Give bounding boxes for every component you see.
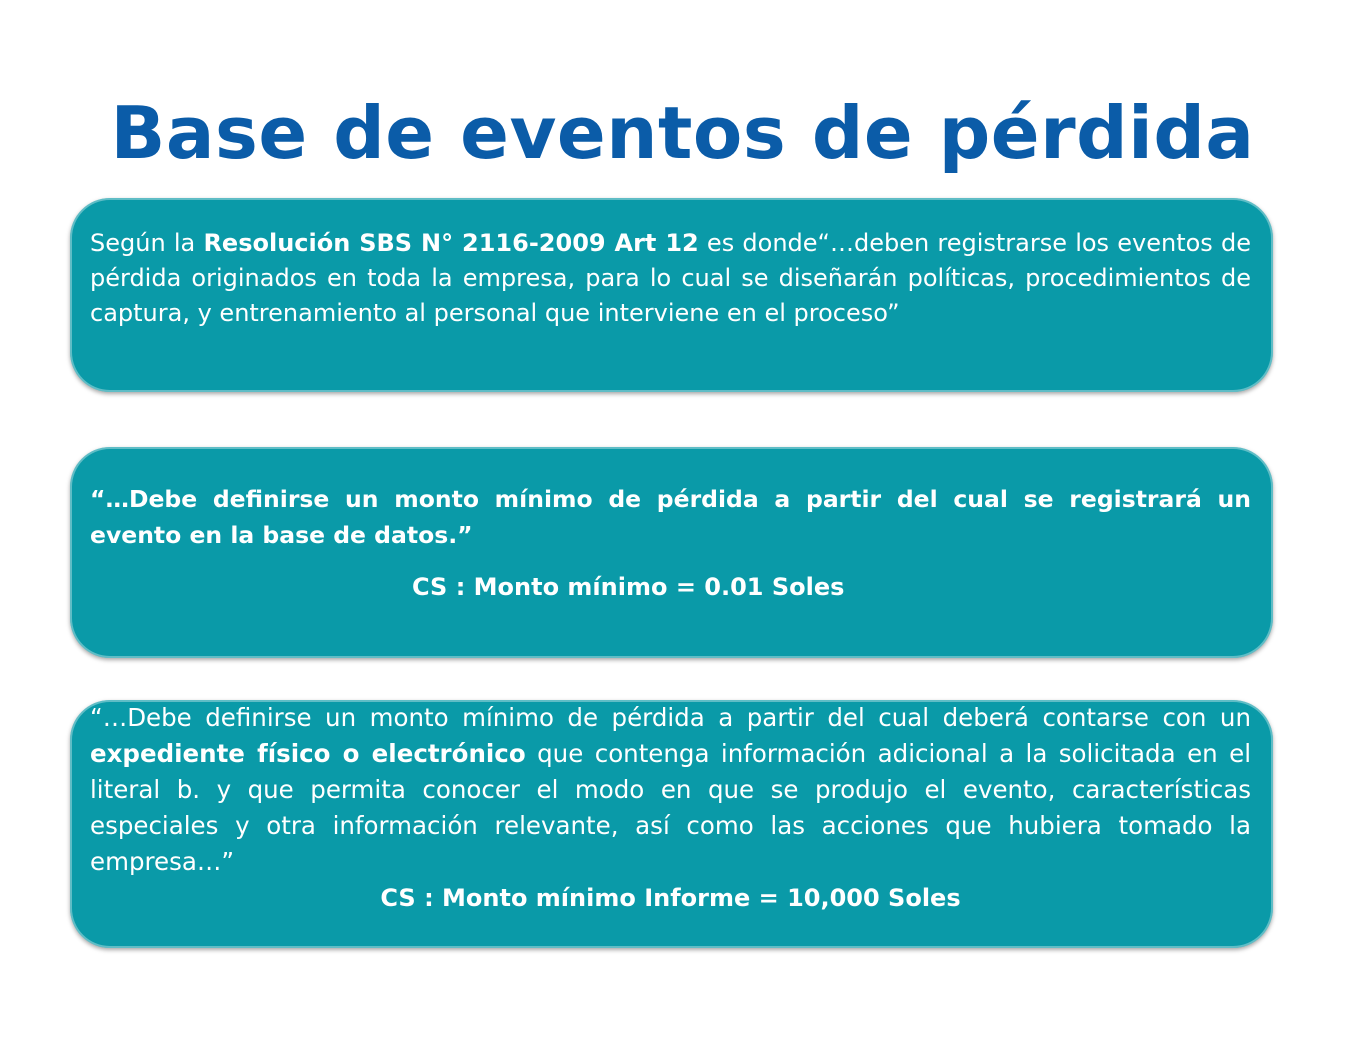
resolution-box [70, 198, 1273, 392]
minimum-amount-quote: “…Debe definirse un monto mínimo de pérdida a partir del cual se registrará un evento en la base de datos.” [90, 485, 1251, 549]
report-threshold-box [70, 700, 1273, 948]
report-threshold-paragraph [90, 700, 1251, 880]
report-threshold-note: CS : Monto mínimo Informe = 10,000 Soles [380, 884, 961, 912]
report-threshold-highlight: expediente físico o electrónico [90, 739, 526, 768]
page-title: Base de eventos de pérdida [110, 91, 1255, 175]
minimum-amount-note: CS : Monto mínimo = 0.01 Soles [412, 573, 845, 601]
report-threshold-text: que contenga información adicional a la solicitada en el literal b. y que permita conocer el modo en que se produjo el evento, características especiales y otra información relevante, así como las acciones que hubiera tomado la empresa…” [90, 739, 1252, 876]
resolution-text: es donde“…deben registrarse los eventos de pérdida originados en toda la empresa, para lo cual se diseñarán políticas, procedimientos de captura, y entrenamiento al personal que interviene en el proceso” [90, 229, 1252, 327]
resolution-prefix: Según la [90, 229, 204, 257]
resolution-reference: Resolución SBS N° 2116-2009 Art 12 [203, 229, 699, 257]
resolution-paragraph [90, 226, 1251, 331]
report-threshold-prefix: “…Debe definirse un monto mínimo de pérdida a partir del cual deberá contarse con un [90, 703, 1251, 732]
minimum-amount-box [70, 447, 1273, 658]
